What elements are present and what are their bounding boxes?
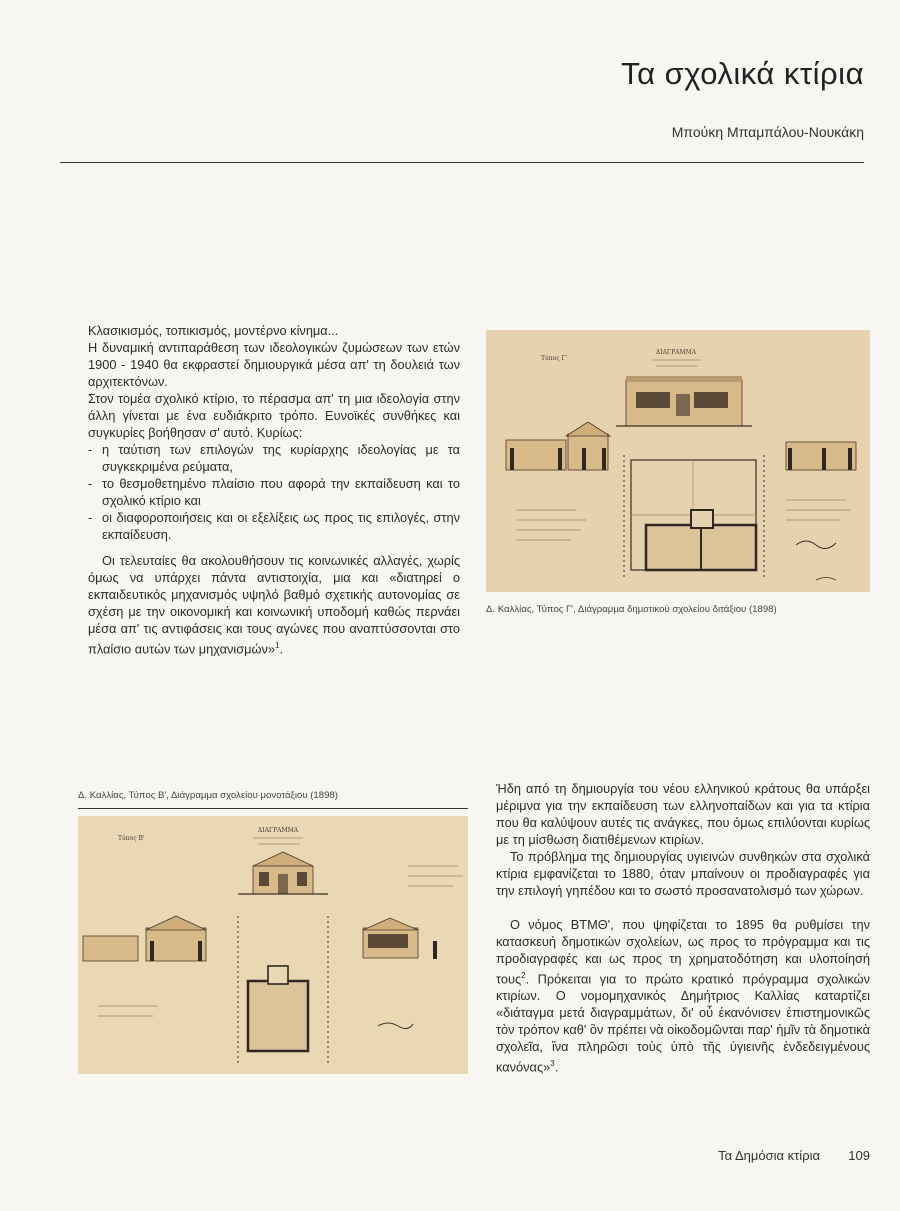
intro-bullet: - η ταύτιση των επιλογών της κυρίαρχης ιδεολογίας με τα συγκεκριμένα ρεύματα, xyxy=(88,441,460,475)
body-paragraph-3 xyxy=(496,916,870,1076)
intro-bullet: - το θεσμοθετημένο πλαίσιο που αφορά την εκπαίδευση και το σχολικό κτίριο και xyxy=(88,475,460,509)
figure-2-drawing xyxy=(78,816,468,1074)
school-plan-type-c xyxy=(486,330,870,592)
figure-1-drawing xyxy=(486,330,870,592)
figure-2-caption-rule xyxy=(78,808,468,809)
intro-line-3: Στον τομέα σχολικό κτίριο, το πέρασμα απ' τη μια ιδεολογία στην άλλη γίνεται με ένα ευδιάκριτο τρόπο. Ευνοϊκές συνθήκες και συγκυρίες βοήθησαν σ' αυτό. Κυρίως: xyxy=(88,391,460,440)
intro-text xyxy=(88,322,460,657)
footnote-ref-2: 2 xyxy=(521,971,526,980)
figure-2-heading-label: ΔΙΑΓΡΑΜΜΑ xyxy=(257,827,299,834)
author-name: Μπούκη Μπαμπάλου-Νουκάκη xyxy=(671,124,864,140)
intro-line-1: Κλασικισμός, τοπικισμός, μοντέρνο κίνημα... xyxy=(88,323,339,338)
figure-1-heading-label: ΔΙΑΓΡΑΜΜΑ xyxy=(655,349,697,356)
footer-section-title: Τα Δημόσια κτίρια xyxy=(718,1148,820,1163)
intro-line-2: Η δυναμική αντιπαράθεση των ιδεολογικών ζυμώσεων των ετών 1900 - 1940 θα εκφραστεί δημιουργικά μέσα απ' τη δουλειά των αρχιτεκτόνων. xyxy=(88,340,460,389)
body-paragraph-3-cont: . Πρόκειται για το πρώτο κρατικό πρόγραμμα σχολικών κτιρίων. Ο νομομηχανικός Δημήτριος Καλλίας καταρτίζει «διάταγμα μετά διαγραμμάτων, δι' οὗ ἐκανόνισεν ἐπιστημονικῶς τὸν τρόπον καθ' ὃν πρέπει νὰ οἰκοδομῶνται παρ' ἡμῖν τὰ δημοτικὰ σχολεῖα, ἵνα πληρῶσι τοὺς ὑπὸ τῆς ὑγιεινῆς ἐνδεδειγμένους κανόνας» xyxy=(496,971,870,1075)
body-paragraph-3-end: . xyxy=(554,1059,559,1075)
figure-2-type-label: Τύπος Β' xyxy=(118,835,145,842)
figure-2-caption: Δ. Καλλίας, Τύπος Β', Διάγραμμα σχολείου μονοτάξιου (1898) xyxy=(78,790,338,801)
figure-1-type-label: Τύπος Γ' xyxy=(541,355,568,362)
footnote-ref-3: 3 xyxy=(550,1059,555,1069)
body-paragraph-1: Ήδη από τη δημιουργία του νέου ελληνικού κράτους θα υπάρξει μέριμνα για την εκπαίδευση των ελληνοπαίδων και για τα κτίρια που θα καλύψουν αυτές τις ανάγκες, που όμως επιλύονται κυρίως με τη μίσθωση διατιθέμενων κτιρίων. xyxy=(496,781,870,847)
body-paragraph-2: Το πρόβλημα της δημιουργίας υγιεινών συνθηκών στα σχολικά κτίρια εμφανίζεται το 1880, όταν μπαίνουν οι προδιαγραφές για την επιλογή γηπέδου και το σωστό προσανατολισμό των χώρων. xyxy=(496,849,870,898)
school-plan-type-b xyxy=(78,816,468,1074)
intro-bullet: - οι διαφοροποιήσεις και οι εξελίξεις ως προς τις επιλογές, στην εκπαίδευση. xyxy=(88,509,460,543)
body-paragraph-3-text: Ο νόμος ΒΤΜΘ', που ψηφίζεται το 1895 θα ρυθμίσει την κατασκευή δημοτικών σχολείων, ως προς το πρόγραμμα και τις προδιαγραφές και ως προς τη χρηματοδότηση και υλοποίησή τους xyxy=(496,917,870,987)
footnote-ref-1: 1 xyxy=(275,641,280,650)
right-column-text xyxy=(496,780,870,1076)
intro-bullet-list xyxy=(88,441,460,543)
intro-closing: Οι τελευταίες θα ακολουθήσουν τις κοινωνικές αλλαγές, χωρίς όμως να υπάρχει πάντα αντιστοιχία, μια και «διατηρεί ο εκπαιδευτικός μηχανισμός υψηλό βαθμό σχετικής αυτονομίας σε σχέση με την οικονομική και κοινωνική υποδομή καθώς περνάει μέσα απ' τις αντιφάσεις και τους αγώνες που αναπτύσσονται στο πλαίσιο αυτών των μηχανισμών»$^1$. xyxy=(88,553,460,657)
intro-closing-text: Οι τελευταίες θα ακολουθήσουν τις κοινωνικές αλλαγές, χωρίς όμως να υπάρχει πάντα αντιστοιχία, μια και «διατηρεί ο εκπαιδευτικός μηχανισμός υψηλό βαθμό σχετικής αυτονομίας σε σχέση με την οικονομική και κοινωνική υποδομή καθώς περνάει μέσα απ' τις αντιφάσεις και τους αγώνες που αναπτύσσονται στο πλαίσιο αυτών των μηχανισμών» xyxy=(88,553,460,657)
header-divider xyxy=(60,162,864,163)
figure-1-caption: Δ. Καλλίας, Τύπος Γ', Διάγραμμα δημοτικού σχολείου διτάξιου (1898) xyxy=(486,604,777,615)
page-title: Τα σχολικά κτίρια xyxy=(621,56,864,91)
page-number: 109 xyxy=(848,1148,870,1163)
